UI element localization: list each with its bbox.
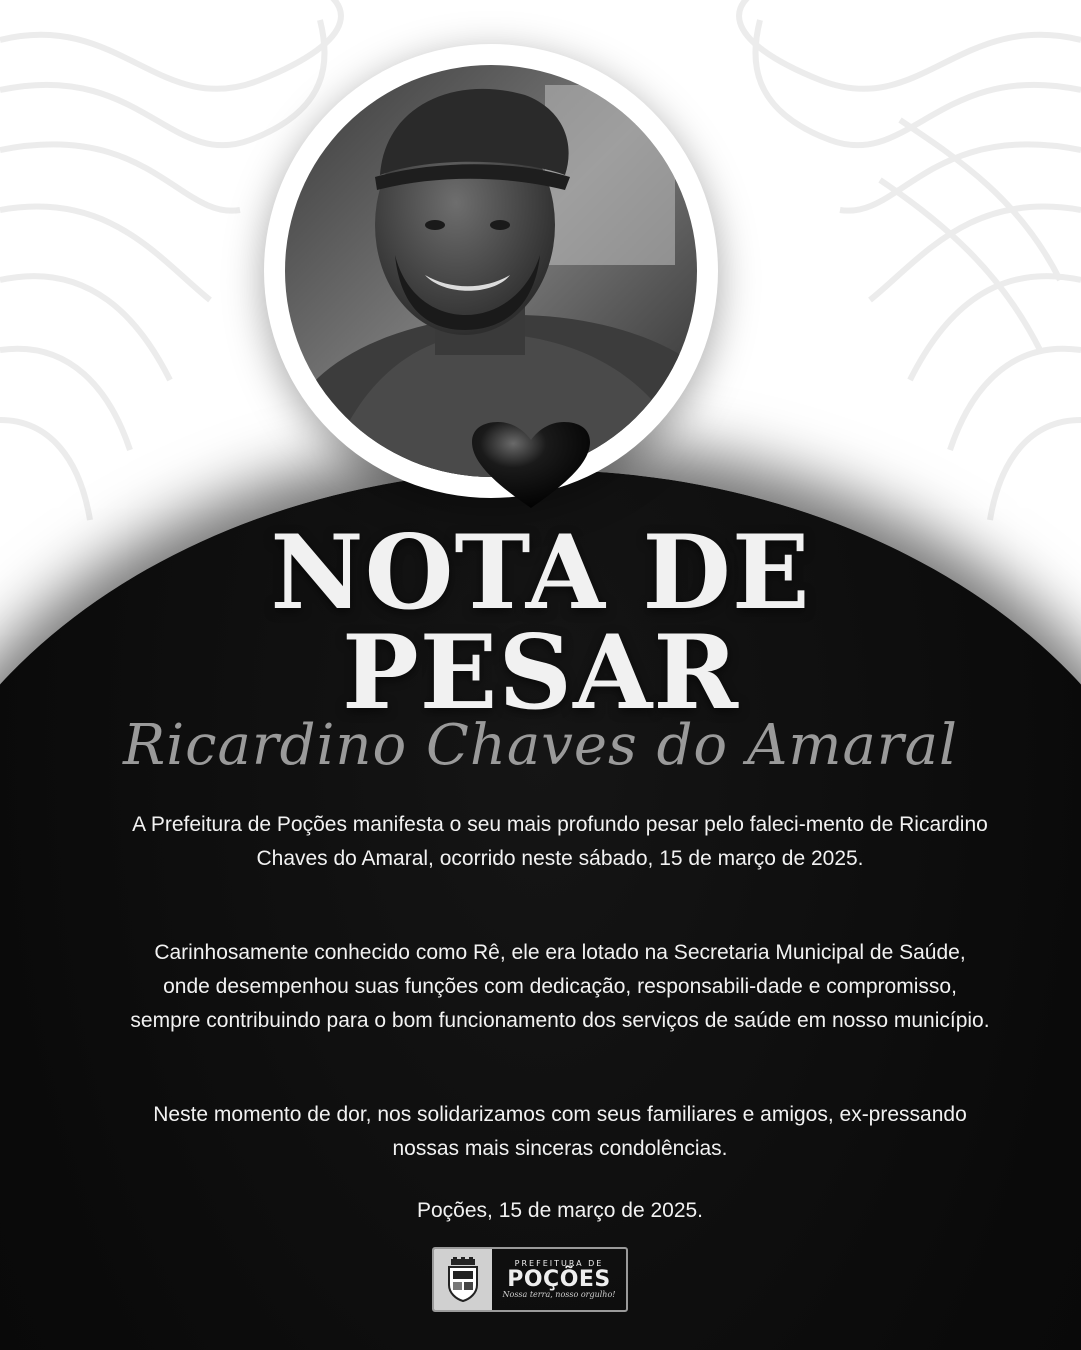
deceased-name: Ricardino Chaves do Amaral (123, 713, 958, 778)
logo-text (492, 1249, 626, 1310)
city-hall-logo (432, 1247, 628, 1312)
city-crest-icon (444, 1257, 482, 1303)
portrait-photo (285, 65, 697, 477)
title-line-1: NOTA DE (270, 513, 811, 633)
logo-slogan: Nossa terra, nosso orgulho! (502, 1290, 616, 1300)
logo-top-line: PREFEITURA DE (514, 1258, 604, 1268)
black-heart-icon (470, 420, 592, 510)
title-line-2: PESAR (341, 613, 739, 733)
date-line: Poções, 15 de março de 2025. (416, 1199, 704, 1222)
announcement-paragraph: A Prefeitura de Poções manifesta o seu mais profundo pesar pelo faleci-mento de Ricardino Chaves do Amaral, ocorrido neste sábado, 15 de março de 2025. (132, 813, 988, 870)
logo-name: POÇÕES (507, 1266, 611, 1292)
biography-paragraph: Carinhosamente conhecido como Rê, ele era lotado na Secretaria Municipal de Saúde, onde desempenhou suas funções com dedicação, responsabili-dade e compromisso, sempre contribuindo para o bom funcionamento dos serviços de saúde em nosso município. (130, 941, 990, 1032)
crest-box (434, 1249, 492, 1310)
condolences-paragraph: Neste momento de dor, nos solidarizamos com seus familiares e amigos, ex-pressando nossas mais sinceras condolências. (153, 1103, 967, 1160)
